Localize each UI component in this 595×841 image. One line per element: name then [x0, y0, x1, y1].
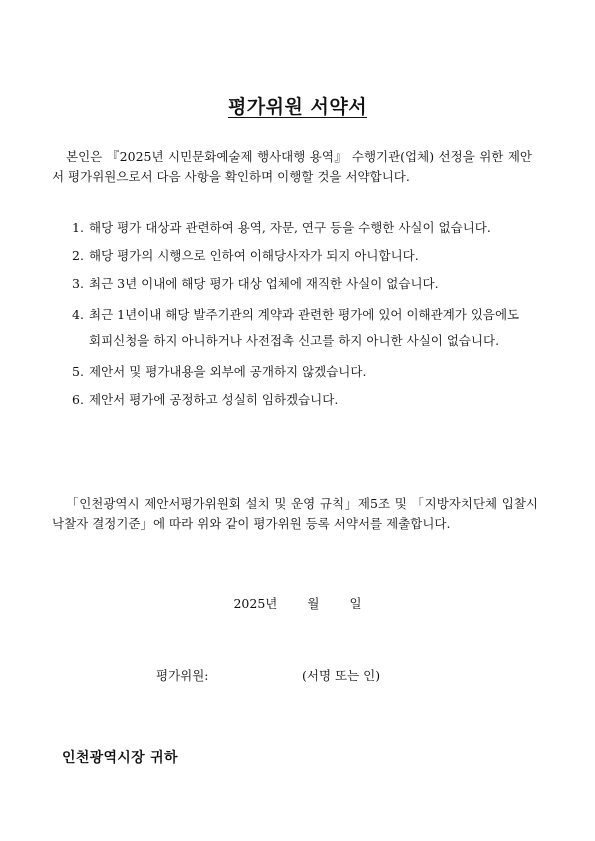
pledge-item	[72, 274, 534, 294]
pledge-text: 제안서 평가에 공정하고 성실히 임하겠습니다.	[89, 392, 339, 407]
pledge-text: 해당 평가의 시행으로 인하여 이해당사자가 되지 아니합니다.	[89, 248, 419, 263]
pledge-number: 5.	[72, 364, 84, 379]
pledge-number: 1.	[72, 220, 84, 235]
intro-paragraph: 본인은 『2025년 시민문화예술제 행사대행 용역』 수행기관(업체) 선정을 위한 제안서 평가위원으로서 다음 사항을 확인하며 이행할 것을 서약합니다.	[52, 149, 532, 184]
regulation-paragraph: 「인천광역시 제안서평가위원회 설치 및 운영 규칙」제5조 및 「지방자치단체 입찰시 낙찰자 결정기준」에 따라 위와 같이 평가위원 등록 서약서를 제출합니다.	[52, 496, 538, 531]
date-line	[0, 594, 595, 612]
pledge-item	[72, 362, 534, 382]
date-month: 월	[307, 596, 320, 611]
pledge-number: 2.	[72, 248, 84, 263]
pledge-item	[72, 390, 534, 410]
date-day: 일	[349, 596, 362, 611]
pledge-list	[72, 218, 534, 418]
pledge-item	[72, 246, 534, 266]
pledge-number: 4.	[72, 307, 84, 322]
addressee: 인천광역시장 귀하	[62, 750, 178, 766]
pledge-text: 최근 3년 이내에 해당 평가 대상 업체에 재직한 사실이 없습니다.	[89, 276, 439, 291]
pledge-item	[72, 218, 534, 238]
pledge-text: 해당 평가 대상과 관련하여 용역, 자문, 연구 등을 수행한 사실이 없습니다.	[89, 220, 491, 235]
pledge-number: 3.	[72, 276, 84, 291]
pledge-text: 제안서 및 평가내용을 외부에 공개하지 않겠습니다.	[89, 364, 367, 379]
signer-label: 평가위원:	[156, 668, 209, 683]
signature-method: (서명 또는 인)	[302, 668, 381, 683]
document-title: 평가위원 서약서	[227, 96, 368, 118]
pledge-text: 최근 1년이내 해당 발주기관의 계약과 관련한 평가에 있어 이해관계가 있음에도 회피신청을 하지 아니하거나 사전접촉 신고를 하지 아니한 사실이 없습니다.	[89, 307, 520, 348]
date-year: 2025년	[233, 596, 278, 611]
pledge-number: 6.	[72, 392, 84, 407]
pledge-item	[72, 302, 534, 354]
